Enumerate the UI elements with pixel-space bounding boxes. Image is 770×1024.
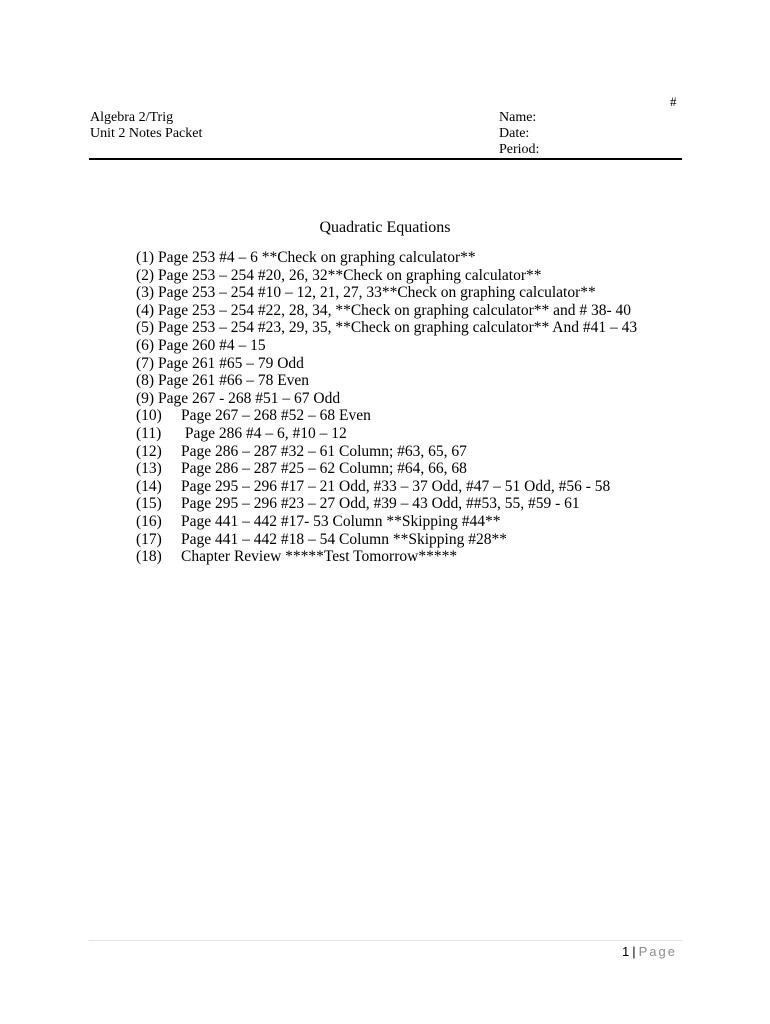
- page-footer: [622, 944, 677, 959]
- item-number: (1): [136, 249, 155, 266]
- item-number: (3): [136, 284, 155, 302]
- page-number: 1: [622, 944, 630, 959]
- item-number: (7): [136, 354, 155, 372]
- item-text: Page 253 – 254 #20, 26, 32**Check on graphing calculator**: [157, 266, 542, 284]
- item-text: Page 267 – 268 #52 – 68 Even: [181, 407, 371, 425]
- list-item: [136, 478, 637, 496]
- item-text: Page 253 – 254 #10 – 12, 21, 27, 33**Check on graphing calculator**: [157, 284, 596, 302]
- item-number: (5): [136, 319, 155, 337]
- list-item: [136, 284, 637, 302]
- item-text: Chapter Review *****Test Tomorrow*****: [181, 548, 458, 566]
- item-number: (13): [136, 460, 162, 478]
- footer-separator: |: [632, 944, 636, 959]
- list-item: [136, 531, 637, 549]
- item-text: Page 261 #65 – 79 Odd: [157, 354, 304, 372]
- course-name: Algebra 2/Trig: [90, 110, 174, 125]
- item-text: Page 267 - 268 #51 – 67 Odd: [157, 389, 341, 407]
- list-item: [136, 390, 637, 408]
- item-number: (2): [136, 266, 155, 284]
- period-label: Period:: [499, 142, 540, 157]
- item-number: (6): [136, 336, 155, 354]
- item-text: Page 253 – 254 #22, 28, 34, **Check on graphing calculator** and # 38- 40: [157, 301, 632, 319]
- list-item: [136, 302, 637, 320]
- item-text: Page 253 – 254 #23, 29, 35, **Check on graphing calculator** And #41 – 43: [157, 319, 638, 337]
- list-item: [136, 407, 637, 425]
- item-text: Page 261 #66 – 78 Even: [157, 372, 310, 390]
- item-number: (8): [136, 372, 155, 390]
- header-right: [499, 110, 539, 158]
- item-number: (12): [136, 442, 162, 460]
- list-item: [136, 443, 637, 461]
- list-item: [136, 372, 637, 390]
- item-number: (14): [136, 477, 162, 495]
- list-item: [136, 355, 637, 373]
- list-item: [136, 495, 637, 513]
- corner-mark: #: [670, 94, 677, 109]
- list-item: [136, 548, 637, 566]
- page-title: Quadratic Equations: [319, 219, 451, 236]
- item-text: Page 286 – 287 #32 – 61 Column; #63, 65, 67: [181, 442, 467, 460]
- list-item: [136, 513, 637, 531]
- item-text: Page 295 – 296 #17 – 21 Odd, #33 – 37 Odd, #47 – 51 Odd, #56 - 58: [181, 477, 611, 495]
- item-text: Page 441 – 442 #17- 53 Column **Skipping #44**: [181, 512, 501, 530]
- date-label: Date:: [499, 126, 530, 141]
- page-label: Page: [638, 944, 677, 959]
- list-item: [136, 319, 637, 337]
- item-number: (10): [136, 407, 162, 425]
- item-number: (17): [136, 530, 162, 548]
- item-text: Page 286 #4 – 6, #10 – 12: [181, 424, 347, 442]
- item-number: (18): [136, 548, 162, 566]
- list-item: [136, 249, 637, 267]
- footer-divider: [89, 940, 682, 941]
- list-item: [136, 425, 637, 443]
- name-label: Name:: [499, 110, 537, 125]
- packet-name: Unit 2 Notes Packet: [90, 126, 203, 141]
- item-text: Page 253 #4 – 6 **Check on graphing calculator**: [157, 249, 476, 266]
- header-left: [90, 110, 202, 142]
- item-number: (11): [136, 424, 162, 442]
- item-number: (15): [136, 495, 162, 513]
- item-text: Page 441 – 442 #18 – 54 Column **Skipping #28**: [181, 530, 507, 548]
- item-number: (4): [136, 301, 155, 319]
- header-divider: [89, 158, 682, 160]
- list-item: [136, 337, 637, 355]
- list-item: [136, 460, 637, 478]
- assignment-list: [136, 249, 637, 566]
- item-number: (16): [136, 512, 162, 530]
- item-text: Page 295 – 296 #23 – 27 Odd, #39 – 43 Odd, ##53, 55, #59 - 61: [181, 495, 580, 513]
- item-number: (9): [136, 389, 155, 407]
- item-text: Page 260 #4 – 15: [157, 336, 266, 354]
- item-text: Page 286 – 287 #25 – 62 Column; #64, 66, 68: [181, 460, 467, 478]
- list-item: [136, 267, 637, 285]
